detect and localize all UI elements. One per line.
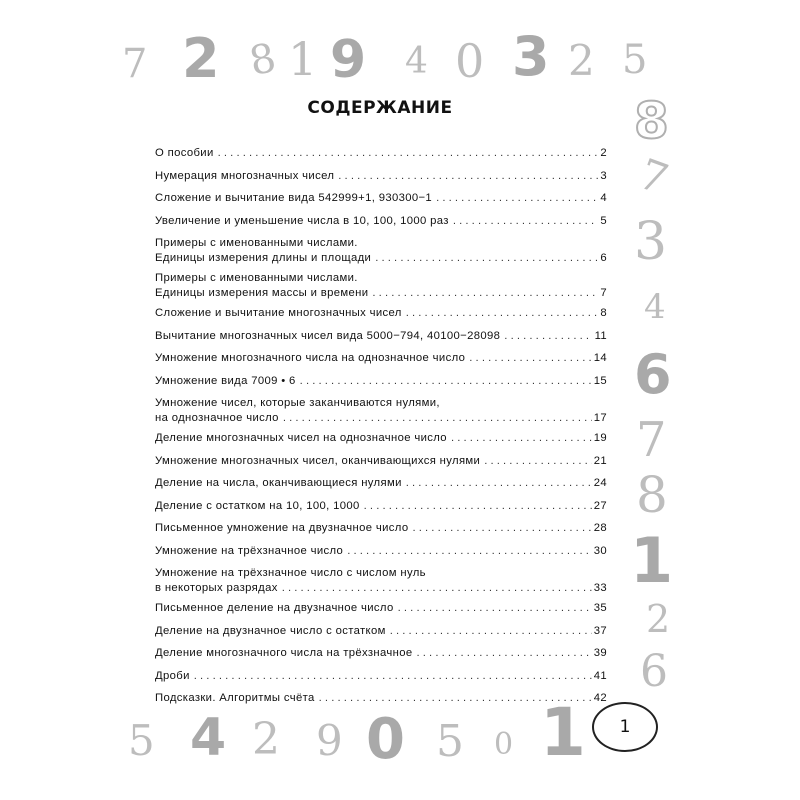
dot-leader bbox=[319, 691, 592, 706]
toc-entry-page: 2 bbox=[600, 147, 607, 159]
toc-entry bbox=[155, 146, 607, 161]
decorative-digit: 6 bbox=[640, 646, 668, 697]
toc-entry-page: 28 bbox=[593, 522, 607, 534]
toc-entry-page: 19 bbox=[593, 432, 607, 444]
toc-entry-row bbox=[155, 146, 607, 161]
toc-entry-row bbox=[155, 431, 607, 446]
dot-leader bbox=[504, 329, 592, 344]
dot-leader bbox=[218, 146, 599, 161]
decorative-digit: 9 bbox=[316, 716, 343, 765]
toc-entry-title-line: Умножение на трёхзначное число с числом нуль bbox=[155, 567, 426, 579]
toc-entry bbox=[155, 396, 607, 426]
toc-entry-row bbox=[155, 169, 607, 184]
toc-entry-row bbox=[155, 329, 607, 344]
toc-entry bbox=[155, 271, 607, 301]
toc-entry-row bbox=[155, 251, 607, 266]
toc-entry-page: 17 bbox=[593, 412, 607, 424]
toc-entry-row bbox=[155, 191, 607, 206]
toc-entry-page: 37 bbox=[593, 624, 607, 637]
decorative-digit: 4 bbox=[190, 708, 227, 768]
toc-entry-row bbox=[155, 601, 607, 616]
toc-entry-title: Письменное деление на двузначное число bbox=[155, 602, 394, 614]
toc-entry bbox=[155, 191, 607, 206]
toc-entry-title-line: Умножение чисел, которые заканчиваются нулями, bbox=[155, 397, 440, 409]
toc-entry-title: Дроби bbox=[155, 669, 190, 682]
toc-entry-page: 21 bbox=[593, 454, 607, 467]
toc-entry-page: 35 bbox=[593, 602, 607, 614]
toc-entry-title: на однозначное число bbox=[155, 412, 279, 424]
decorative-digit: 0 bbox=[366, 707, 405, 772]
decorative-digit: 5 bbox=[128, 716, 155, 765]
page-number-badge bbox=[592, 702, 658, 752]
toc-entry-page: 15 bbox=[593, 374, 607, 387]
dot-leader bbox=[390, 624, 592, 639]
dot-leader bbox=[347, 544, 592, 559]
dot-leader bbox=[375, 251, 598, 266]
toc-entry-title: Деление многозначного числа на трёхзначное bbox=[155, 647, 413, 659]
toc-entry-title: О пособии bbox=[155, 147, 214, 159]
decorative-digit: 1 bbox=[288, 32, 318, 86]
dot-leader bbox=[283, 411, 592, 426]
decorative-digit: 3 bbox=[512, 25, 550, 88]
toc-entry-page: 42 bbox=[593, 692, 607, 704]
toc-entry bbox=[155, 454, 607, 469]
toc-entry-title: Умножение многозначного числа на однозначное число bbox=[155, 352, 466, 364]
toc-entry-title: в некоторых разрядах bbox=[155, 582, 278, 594]
toc-entry-row bbox=[155, 351, 607, 366]
decorative-digit: 4 bbox=[644, 287, 666, 327]
dot-leader bbox=[406, 306, 599, 321]
decorative-digit: 8 bbox=[245, 34, 280, 86]
toc-entry bbox=[155, 499, 607, 514]
toc-entry-row bbox=[155, 544, 607, 559]
dot-leader bbox=[412, 521, 591, 536]
toc-entry bbox=[155, 214, 607, 229]
decorative-digit: 2 bbox=[252, 714, 280, 765]
decorative-digit: 1 bbox=[630, 524, 674, 597]
toc-entry-page: 41 bbox=[593, 669, 607, 682]
toc-entry-title: Единицы измерения длины и площади bbox=[155, 252, 372, 264]
dot-leader bbox=[282, 581, 592, 596]
dot-leader bbox=[406, 476, 592, 491]
page-number: 1 bbox=[619, 717, 631, 737]
dot-leader bbox=[194, 669, 592, 684]
decorative-digit: 3 bbox=[634, 212, 668, 272]
toc-entry-title: Деление с остатком на 10, 100, 1000 bbox=[155, 499, 360, 512]
toc-entry-row bbox=[155, 691, 607, 706]
decorative-digit: 5 bbox=[436, 716, 464, 767]
toc-entry-page: 3 bbox=[600, 169, 607, 182]
dot-leader bbox=[398, 601, 592, 616]
toc-entry-title: Письменное умножение на двузначное число bbox=[155, 522, 409, 534]
dot-leader bbox=[364, 499, 592, 514]
toc-entry bbox=[155, 544, 607, 559]
dot-leader bbox=[484, 454, 592, 469]
toc-entry-row bbox=[155, 521, 607, 536]
toc-entry-row bbox=[155, 286, 607, 301]
toc-entry-title: Увеличение и уменьшение числа в 10, 100, 1000 раз bbox=[155, 214, 449, 227]
toc-entry bbox=[155, 646, 607, 661]
decorative-digit: 4 bbox=[405, 41, 428, 82]
toc-entry-title: Сложение и вычитание многозначных чисел bbox=[155, 307, 402, 319]
toc-entry-title: Деление на числа, оканчивающиеся нулями bbox=[155, 477, 402, 489]
toc-entry-row bbox=[155, 669, 607, 684]
toc-entry bbox=[155, 601, 607, 616]
toc-entry-page: 6 bbox=[600, 252, 607, 264]
toc-entry-title: Умножение на трёхзначное число bbox=[155, 544, 344, 557]
toc-entry-row bbox=[155, 476, 607, 491]
decorative-digit: 0 bbox=[494, 727, 514, 762]
toc-entry-row bbox=[155, 214, 607, 229]
dot-leader bbox=[436, 191, 598, 206]
toc-entry bbox=[155, 669, 607, 684]
toc-entry bbox=[155, 236, 607, 266]
toc-entry-page: 4 bbox=[600, 192, 607, 204]
toc-entry-row bbox=[155, 581, 607, 596]
decorative-digit: 6 bbox=[634, 343, 672, 406]
decorative-digit: 1 bbox=[540, 694, 586, 771]
toc-entry-page: 24 bbox=[593, 477, 607, 489]
decorative-digit: 7 bbox=[632, 148, 675, 205]
toc-entry-row bbox=[155, 646, 607, 661]
toc-entry-page: 14 bbox=[593, 352, 607, 364]
decorative-digit: 0 bbox=[455, 34, 485, 88]
toc-entry-title: Деление многозначных чисел на однозначное число bbox=[155, 432, 447, 444]
toc-entry bbox=[155, 624, 607, 639]
toc-entry-page: 30 bbox=[593, 544, 607, 557]
toc-entry-page: 11 bbox=[594, 329, 607, 342]
toc-entry-row bbox=[155, 454, 607, 469]
toc-entry bbox=[155, 374, 607, 389]
dot-leader bbox=[300, 374, 592, 389]
decorative-digit: 5 bbox=[622, 37, 648, 83]
toc-entry-page: 39 bbox=[593, 647, 607, 659]
toc-entry bbox=[155, 351, 607, 366]
toc-entry-page: 33 bbox=[593, 582, 607, 594]
toc-entry-title: Сложение и вычитание вида 542999+1, 930300−1 bbox=[155, 192, 433, 204]
toc-entry bbox=[155, 566, 607, 596]
toc-entry bbox=[155, 691, 607, 706]
toc-entry bbox=[155, 476, 607, 491]
toc-entry-row bbox=[155, 374, 607, 389]
dot-leader bbox=[453, 214, 599, 229]
toc-entry-title: Вычитание многозначных чисел вида 5000−794, 40100−28098 bbox=[155, 329, 501, 342]
toc-entry bbox=[155, 521, 607, 536]
dot-leader bbox=[451, 431, 592, 446]
toc-entry-title-line: Примеры с именованными числами. bbox=[155, 272, 358, 284]
decorative-digit: 2 bbox=[568, 36, 595, 85]
toc-entry-page: 7 bbox=[600, 287, 607, 299]
decorative-digit: 7 bbox=[636, 412, 667, 468]
toc-entry-page: 27 bbox=[593, 499, 607, 512]
toc-entry-row bbox=[155, 499, 607, 514]
dot-leader bbox=[417, 646, 592, 661]
decorative-digit: 9 bbox=[330, 30, 367, 90]
decorative-digit: 2 bbox=[182, 27, 220, 90]
toc-entry bbox=[155, 169, 607, 184]
toc-entry bbox=[155, 306, 607, 321]
toc-entry bbox=[155, 431, 607, 446]
toc-entry-row bbox=[155, 306, 607, 321]
dot-leader bbox=[469, 351, 591, 366]
dot-leader bbox=[338, 169, 598, 184]
toc-entry-page: 5 bbox=[600, 214, 607, 227]
toc-entry-title: Единицы измерения массы и времени bbox=[155, 287, 369, 299]
toc-entry-row bbox=[155, 411, 607, 426]
page-title: СОДЕРЖАНИЕ bbox=[307, 98, 453, 118]
decorative-digit: 7 bbox=[122, 41, 148, 87]
toc-entry-title: Умножение вида 7009 • 6 bbox=[155, 374, 296, 387]
toc-entry-title: Подсказки. Алгоритмы счёта bbox=[155, 692, 315, 704]
table-of-contents bbox=[155, 146, 607, 714]
decorative-digit: 8 bbox=[634, 92, 669, 150]
toc-entry-row bbox=[155, 624, 607, 639]
decorative-digit: 2 bbox=[646, 597, 671, 641]
toc-entry-title-line: Примеры с именованными числами. bbox=[155, 237, 358, 249]
toc-entry bbox=[155, 329, 607, 344]
dot-leader bbox=[372, 286, 598, 301]
toc-entry-page: 8 bbox=[600, 307, 607, 319]
toc-entry-title: Умножение многозначных чисел, оканчивающихся нулями bbox=[155, 454, 481, 467]
decorative-digit: 8 bbox=[636, 466, 668, 524]
toc-entry-title: Деление на двузначное число с остатком bbox=[155, 624, 386, 637]
toc-entry-title: Нумерация многозначных чисел bbox=[155, 169, 335, 182]
